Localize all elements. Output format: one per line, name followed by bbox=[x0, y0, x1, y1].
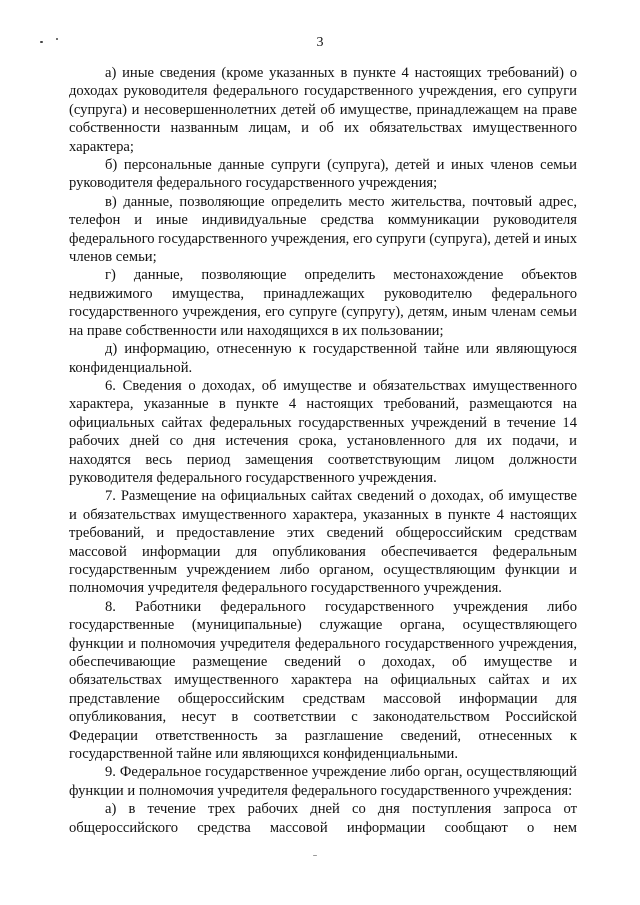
paragraph-b-personal-data: б) персональные данные супруги (супруга), детей и иных членов семьи руководителя федерального государственного учреждения; bbox=[69, 157, 577, 192]
paragraph-d-state-secret: д) информацию, отнесенную к государственной тайне или являющуюся конфиденциальной. bbox=[69, 341, 577, 376]
scan-artifact bbox=[313, 855, 317, 856]
page-number: 3 bbox=[316, 35, 324, 50]
paragraph-7-publication-responsibility: 7. Размещение на официальных сайтах сведений о доходах, об имуществе и обязательствах имущественного характера, указанных в пункте 4 настоящих требований, и предоставление этих сведений общероссийским средствам массовой информации для опубликования обеспечивается федеральным государственным учреждением либо органом, осуществляющим функции и полномочия учредителя федерального государственного учреждения. bbox=[69, 488, 577, 597]
paragraph-g-property-location: г) данные, позволяющие определить местонахождение объектов недвижимого имущества, принадлежащих руководителю федерального государственного учреждения, его супруге (супругу), детям, иным членам семьи на праве собственности или находящихся в их пользовании; bbox=[69, 267, 577, 339]
paragraph-a-other-info: а) иные сведения (кроме указанных в пункте 4 настоящих требований) о доходах руководителя федерального государственного учреждения, его супруги (супруга) и несовершеннолетних детей об имуществе, принадлежащем на праве собственности названным лицам, и об их обязательствах имущественного характера; bbox=[69, 65, 577, 155]
paragraph-v-contact-data: в) данные, позволяющие определить место жительства, почтовый адрес, телефон и иные индивидуальные средства коммуникации руководителя федерального государственного учреждения, его супруги (супруга), детей и иных членов семьи; bbox=[69, 193, 577, 266]
paragraph-8-employee-liability: 8. Работники федерального государственного учреждения либо государственные (муниципальные) служащие органа, осуществляющего функции и полномочия учредителя федерального государственного учреждения, обеспечивающие размещение сведений о доходах, об имуществе и обязательствах имущественного характера на официальных сайтах и их представление общероссийским средствам массовой информации для опубликования, несут в соответствии с законодательством Российской Федерации ответственность за разглашение сведений, отнесенных к государственной тайне или являющихся конфиденциальными. bbox=[69, 598, 577, 763]
paragraph-9a-media-request: а) в течение трех рабочих дней со дня поступления запроса от общероссийского средства массовой информации сообщают о нем bbox=[69, 801, 577, 836]
paragraph-6-publication-timing: 6. Сведения о доходах, об имуществе и обязательствах имущественного характера, указанные в пункте 4 настоящих требований, размещаются на официальных сайтах федеральных государственных учреждений в течение 14 рабочих дней со дня истечения срока, установленного для их подачи, и находятся весь период замещения соответствующим лицом должности руководителя федерального государственного учреждения. bbox=[69, 377, 577, 486]
paragraph-9-institution-duties: 9. Федеральное государственное учреждение либо орган, осуществляющий функции и полномочия учредителя федерального государственного учреждения: bbox=[69, 764, 577, 799]
document-body bbox=[69, 64, 577, 837]
